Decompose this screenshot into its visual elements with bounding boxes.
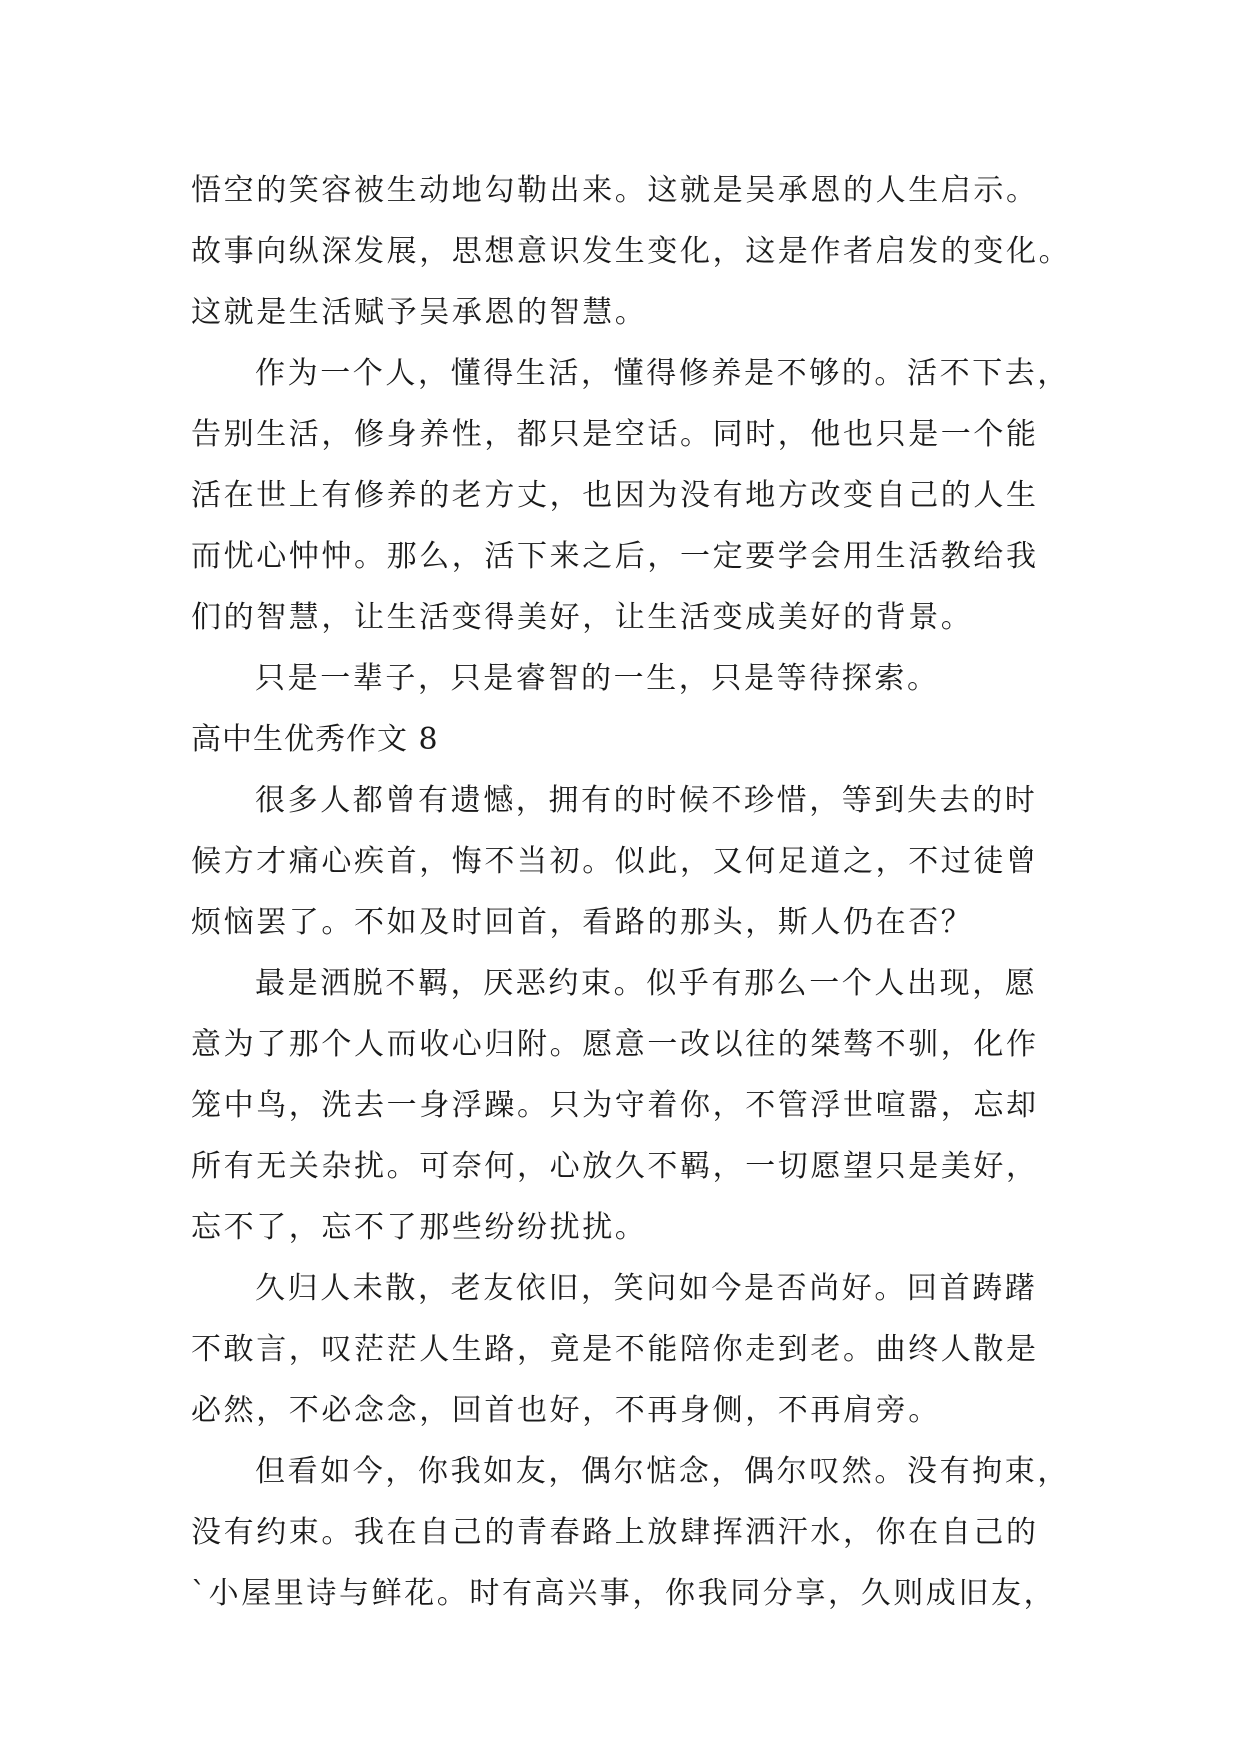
essay-heading: 高中生优秀作文 8 <box>191 722 439 757</box>
text-line: 活在世上有修养的老方丈，也因为没有地方改变自己的人生 <box>191 478 1039 513</box>
text-line: 故事向纵深发展，思想意识发生变化，这是作者启发的变化。 <box>191 234 1072 269</box>
text-line: 没有约束。我在自己的青春路上放肆挥洒汗水，你在自己的 <box>191 1515 1039 1550</box>
text-line: 久归人未散，老友依旧，笑问如今是否尚好。回首踌躇 <box>255 1271 1038 1306</box>
text-line: 所有无关杂扰。可奈何，心放久不羁，一切愿望只是美好， <box>191 1149 1039 1184</box>
text-line: 但看如今，你我如友，偶尔惦念，偶尔叹然。没有拘束， <box>255 1454 1070 1489</box>
text-line: 悟空的笑容被生动地勾勒出来。这就是吴承恩的人生启示。 <box>191 173 1039 208</box>
text-line: 不敢言，叹茫茫人生路，竟是不能陪你走到老。曲终人散是 <box>191 1332 1039 1367</box>
essay-body <box>191 160 1071 1624</box>
text-line: 告别生活，修身养性，都只是空话。同时，他也只是一个能 <box>191 417 1039 452</box>
text-line: 最是洒脱不羁，厌恶约束。似乎有那么一个人出现，愿 <box>255 966 1038 1001</box>
text-line: 而忧心忡忡。那么，活下来之后，一定要学会用生活教给我 <box>191 539 1039 574</box>
text-line: 笼中鸟，洗去一身浮躁。只为守着你，不管浮世喧嚣，忘却 <box>191 1088 1039 1123</box>
text-line: 烦恼罢了。不如及时回首，看路的那头，斯人仍在否？ <box>191 905 974 940</box>
text-line: 必然，不必念念，回首也好，不再身侧，不再肩旁。 <box>191 1393 941 1428</box>
text-line: `小屋里诗与鲜花。时有高兴事，你我同分享，久则成旧友， <box>191 1576 1057 1611</box>
text-line: 们的智慧，让生活变得美好，让生活变成美好的背景。 <box>191 600 974 635</box>
text-line: 忘不了，忘不了那些纷纷扰扰。 <box>191 1210 648 1245</box>
text-line: 只是一辈子，只是睿智的一生，只是等待探索。 <box>255 661 940 696</box>
text-line: 这就是生活赋予吴承恩的智慧。 <box>191 295 648 330</box>
text-line: 作为一个人，懂得生活，懂得修养是不够的。活不下去， <box>255 356 1070 391</box>
text-line: 意为了那个人而收心归附。愿意一改以往的桀骜不驯，化作 <box>191 1027 1039 1062</box>
text-line: 候方才痛心疾首，悔不当初。似此，又何足道之，不过徒曾 <box>191 844 1039 879</box>
text-line: 很多人都曾有遗憾，拥有的时候不珍惜，等到失去的时 <box>255 783 1038 818</box>
